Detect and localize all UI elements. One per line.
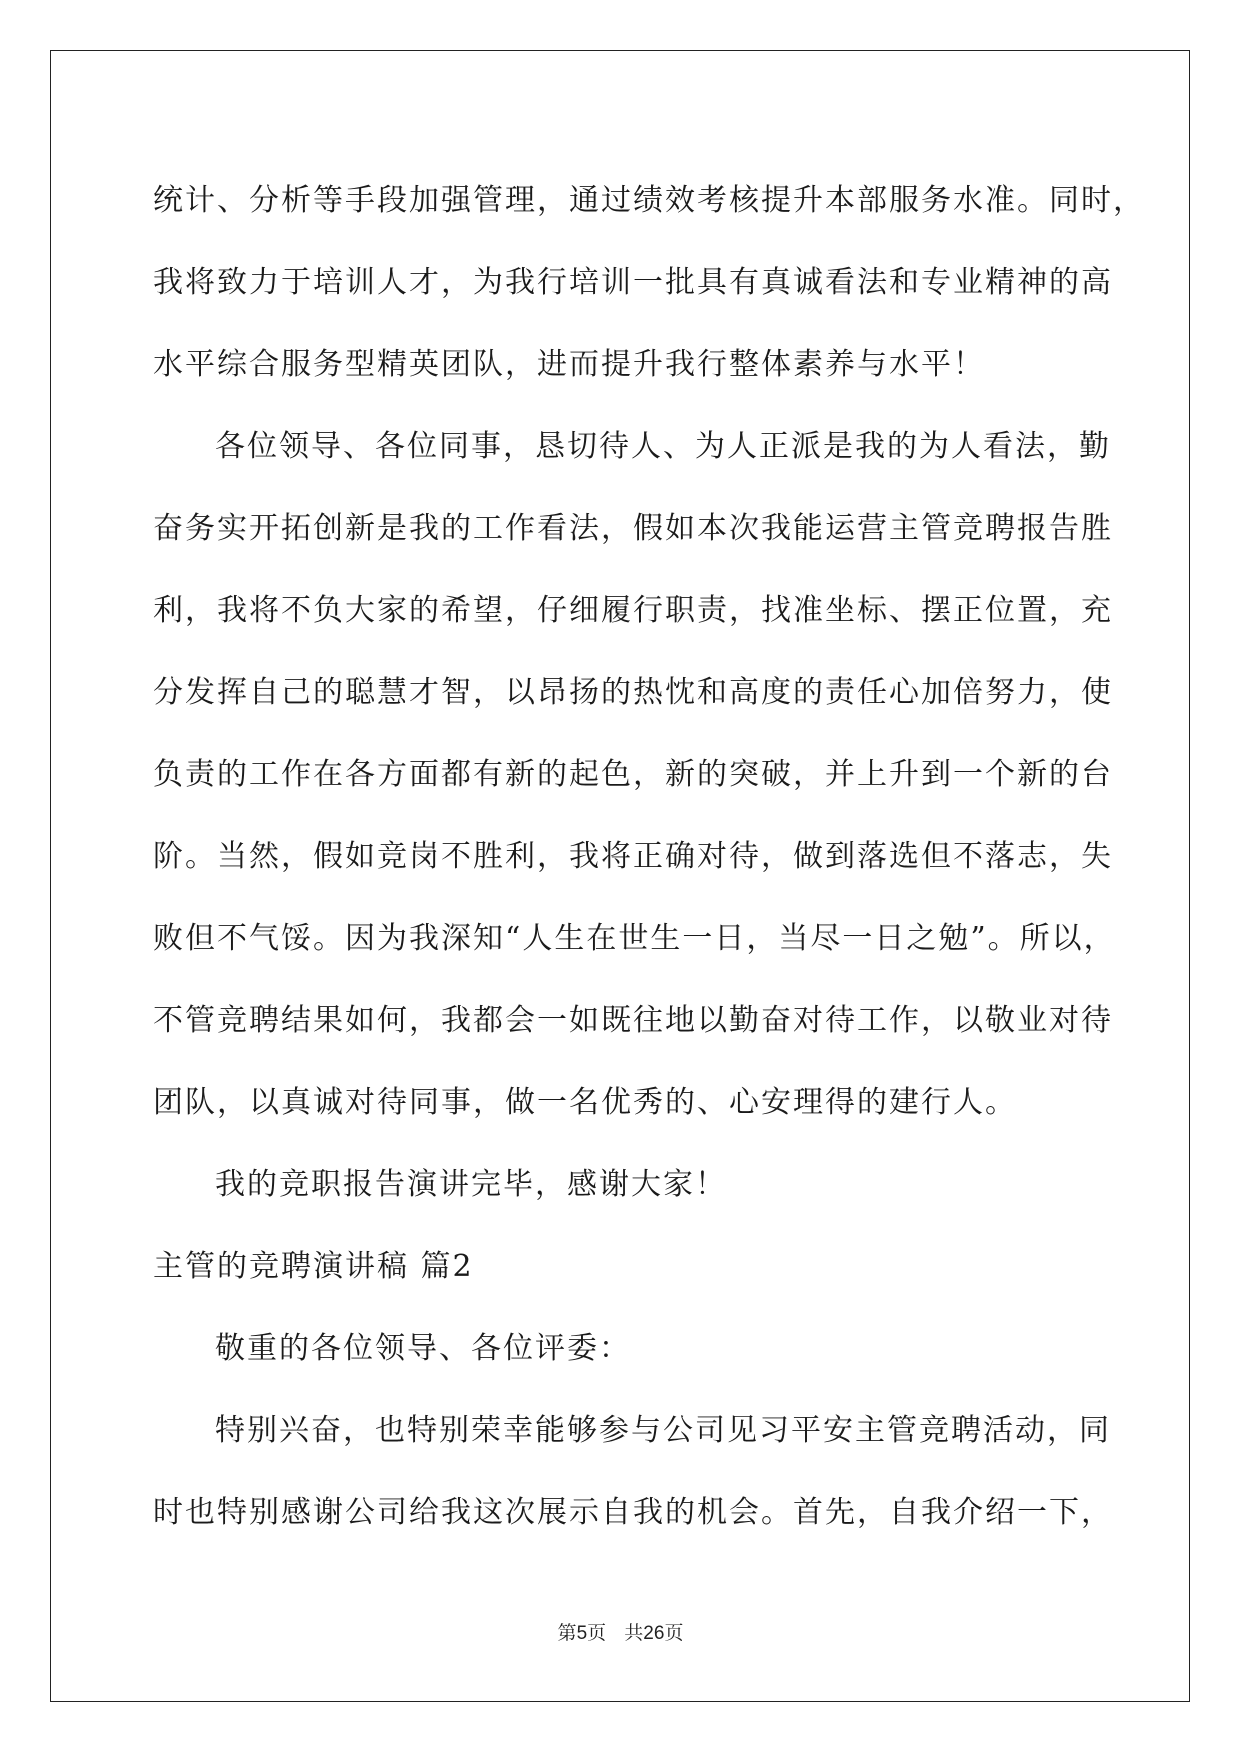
text-line: 时也特别感谢公司给我这次展示自我的机会。首先，自我介绍一下， xyxy=(153,1495,1113,1530)
page-number: 5 xyxy=(576,1623,588,1644)
text-line: 各位领导、各位同事，恳切待人、为人正派是我的为人看法，勤 xyxy=(215,429,1111,464)
text-block xyxy=(153,160,1145,1554)
text-line: 奋务实开拓创新是我的工作看法，假如本次我能运营主管竞聘报告胜 xyxy=(153,511,1113,546)
text-line: 我的竞职报告演讲完毕，感谢大家！ xyxy=(215,1167,727,1202)
text-line: 敬重的各位领导、各位评委： xyxy=(215,1331,631,1366)
text-line: 特别兴奋，也特别荣幸能够参与公司见习平安主管竞聘活动，同 xyxy=(215,1413,1111,1448)
footer-page-suffix: 页 xyxy=(587,1622,607,1644)
text-line: 水平综合服务型精英团队，进而提升我行整体素养与水平！ xyxy=(153,347,985,382)
text-line: 负责的工作在各方面都有新的起色，新的突破，并上升到一个新的台 xyxy=(153,757,1113,792)
text-line: 我将致力于培训人才，为我行培训一批具有真诚看法和专业精神的高 xyxy=(153,265,1113,300)
text-line: 利，我将不负大家的希望，仔细履行职责，找准坐标、摆正位置，充 xyxy=(153,593,1113,628)
document-body xyxy=(153,160,1145,1554)
text-line: 败但不气馁。因为我深知“人生在世生一日，当尽一日之勉”。所以， xyxy=(153,921,1116,956)
footer-prefix: 第 xyxy=(557,1622,577,1644)
total-pages: 26 xyxy=(643,1623,665,1644)
text-line: 主管的竞聘演讲稿 篇2 xyxy=(153,1249,474,1284)
text-line: 不管竞聘结果如何，我都会一如既往地以勤奋对待工作，以敬业对待 xyxy=(153,1003,1113,1038)
text-line: 阶。当然，假如竞岗不胜利，我将正确对待，做到落选但不落志，失 xyxy=(153,839,1113,874)
page-footer xyxy=(0,1618,1241,1645)
text-line: 团队，以真诚对待同事，做一名优秀的、心安理得的建行人。 xyxy=(153,1085,1017,1120)
footer-total-suffix: 页 xyxy=(664,1622,684,1644)
footer-total-prefix: 共 xyxy=(624,1622,644,1644)
text-line: 统计、分析等手段加强管理，通过绩效考核提升本部服务水准。同时， xyxy=(153,183,1145,218)
text-line: 分发挥自己的聪慧才智，以昂扬的热忱和高度的责任心加倍努力，使 xyxy=(153,675,1113,710)
